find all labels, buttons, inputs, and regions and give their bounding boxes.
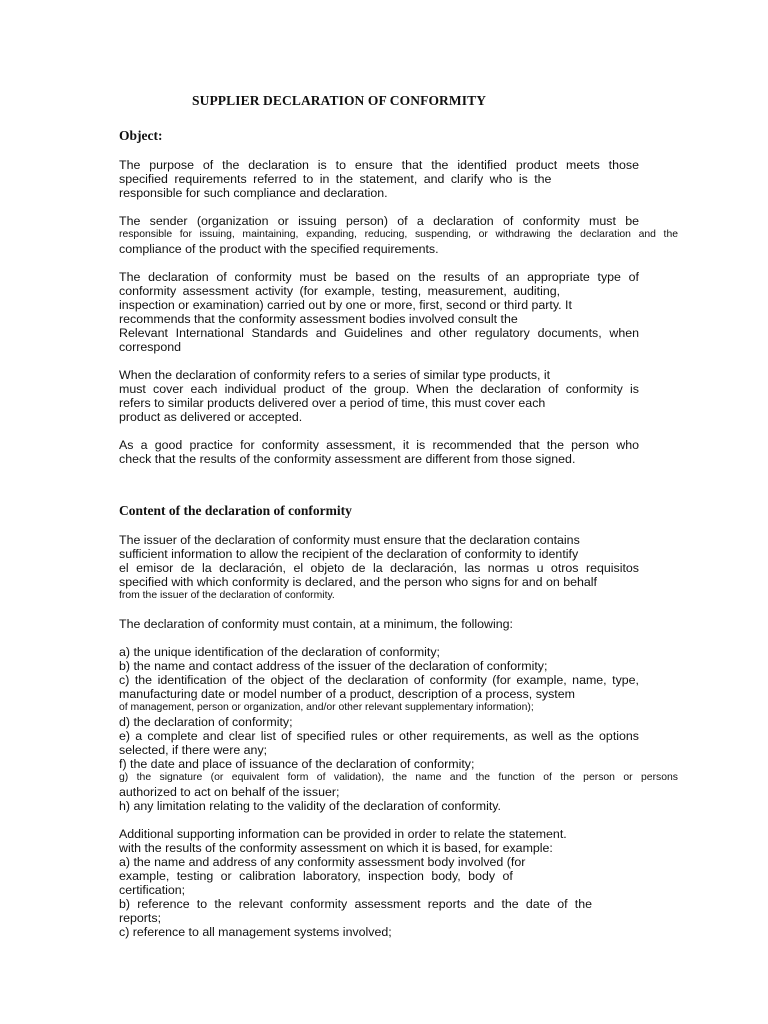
text-line: conformity assessment activity (for example, testing, measurement, auditing, [119, 284, 561, 298]
text-line: The issuer of the declaration of conformity must ensure that the declaration contains [119, 533, 580, 547]
text-line: specified with which conformity is declared, and the person who signs for and on behalf [119, 575, 597, 589]
text-line: responsible for issuing, maintaining, expanding, reducing, suspending, or withdrawing the declaration and the [119, 229, 678, 240]
content-heading: Content of the declaration of conformity [119, 503, 352, 518]
text-line: el emisor de la declaración, el objeto de la declaración, las normas u otros requisitos [119, 561, 639, 575]
object-heading: Object: [119, 128, 163, 143]
paragraph-minimum [119, 617, 639, 631]
list-item: g) the signature (or equivalent form of validation), the name and the function of the person or persons [119, 772, 678, 783]
paragraph-sender [119, 214, 678, 256]
list-item: d) the declaration of conformity; [119, 715, 293, 729]
text-line: b) reference to the relevant conformity assessment reports and the date of the [119, 897, 592, 911]
list-item: manufacturing date or model number of a product, description of a process, system [119, 687, 575, 701]
list-item: e) a complete and clear list of specified rules or other requirements, as well as the options [119, 729, 639, 743]
paragraph-purpose [119, 158, 639, 200]
list-item: b) the name and contact address of the issuer of the declaration of conformity; [119, 659, 548, 673]
text-line: sufficient information to allow the recipient of the declaration of conformity to identify [119, 547, 579, 561]
text-line: c) reference to all management systems involved; [119, 925, 392, 939]
text-line: refers to similar products delivered over a period of time, this must cover each [119, 396, 546, 410]
text-line: certification; [119, 883, 186, 897]
document-title: SUPPLIER DECLARATION OF CONFORMITY [192, 93, 487, 108]
text-line: from the issuer of the declaration of conformity. [119, 590, 335, 601]
text-line: must cover each individual product of the group. When the declaration of conformity is [119, 382, 639, 396]
text-line: The declaration of conformity must contain, at a minimum, the following: [119, 617, 513, 631]
text-line: recommends that the conformity assessment bodies involved consult the [119, 312, 518, 326]
text-line: When the declaration of conformity refers to a series of similar type products, it [119, 368, 551, 382]
paragraph-good-practice [119, 438, 639, 466]
text-line: As a good practice for conformity assessment, it is recommended that the person who [119, 438, 639, 452]
paragraph-additional [119, 827, 639, 939]
list-item: of management, person or organization, and/or other relevant supplementary information); [119, 702, 534, 713]
text-line: The declaration of conformity must be based on the results of an appropriate type of [119, 270, 639, 284]
text-line: responsible for such compliance and declaration. [119, 186, 388, 200]
paragraph-series [119, 368, 639, 424]
text-line: The sender (organization or issuing person) of a declaration of conformity must be [119, 214, 639, 228]
text-line: with the results of the conformity assessment on which it is based, for example: [119, 841, 553, 855]
text-line: compliance of the product with the specified requirements. [119, 242, 439, 256]
list-item: selected, if there were any; [119, 743, 268, 757]
paragraph-issuer [119, 533, 639, 603]
text-line: specified requirements referred to in the statement, and clarify who is the [119, 172, 552, 186]
text-line: The purpose of the declaration is to ensure that the identified product meets those [119, 158, 639, 172]
text-line: Additional supporting information can be provided in order to relate the statement. [119, 827, 567, 841]
document-page [119, 92, 678, 953]
text-line: product as delivered or accepted. [119, 410, 303, 424]
paragraph-basis [119, 270, 639, 354]
list-item: c) the identification of the object of the declaration of conformity (for example, name, type, [119, 673, 639, 687]
text-line: example, testing or calibration laboratory, inspection body, body of [119, 869, 513, 883]
text-line: check that the results of the conformity assessment are different from those signed. [119, 452, 576, 466]
text-line: a) the name and address of any conformity assessment body involved (for [119, 855, 526, 869]
list-item: h) any limitation relating to the validity of the declaration of conformity. [119, 799, 502, 813]
text-line: Relevant International Standards and Guidelines and other regulatory documents, when [119, 326, 639, 340]
list-item: authorized to act on behalf of the issuer; [119, 785, 340, 799]
list-item: a) the unique identification of the declaration of conformity; [119, 645, 440, 659]
text-line: reports; [119, 911, 162, 925]
text-line: inspection or examination) carried out by one or more, first, second or third party. It [119, 298, 572, 312]
list-item: f) the date and place of issuance of the declaration of conformity; [119, 757, 475, 771]
text-line: correspond [119, 340, 181, 354]
requirements-list [119, 645, 678, 813]
